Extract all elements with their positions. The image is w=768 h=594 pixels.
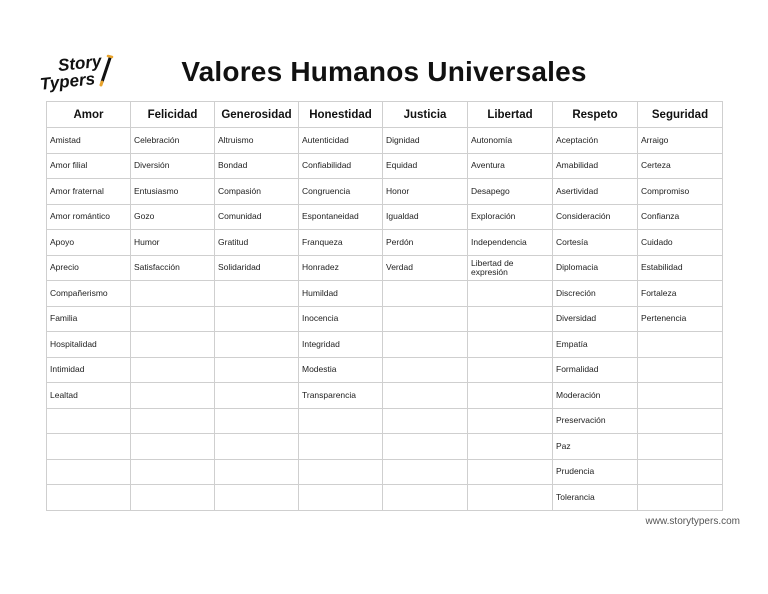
table-cell <box>299 459 383 485</box>
table-cell <box>131 434 215 460</box>
table-cell: Verdad <box>383 255 468 281</box>
table-cell: Autonomía <box>468 128 553 154</box>
column-header: Libertad <box>468 102 553 128</box>
table-cell: Cuidado <box>638 230 723 256</box>
table-cell: Discreción <box>553 281 638 307</box>
table-cell: Asertividad <box>553 179 638 205</box>
table-cell <box>215 332 299 358</box>
table-cell: Celebración <box>131 128 215 154</box>
table-cell <box>468 383 553 409</box>
table-cell: Franqueza <box>299 230 383 256</box>
table-cell <box>131 357 215 383</box>
table-cell: Humildad <box>299 281 383 307</box>
table-cell: Satisfacción <box>131 255 215 281</box>
table-cell <box>47 459 131 485</box>
column-header: Amor <box>47 102 131 128</box>
table-row <box>47 485 723 511</box>
table-cell <box>383 434 468 460</box>
table-cell: Prudencia <box>553 459 638 485</box>
table-cell: Compromiso <box>638 179 723 205</box>
table-cell: Consideración <box>553 204 638 230</box>
table-row <box>47 153 723 179</box>
table-cell: Dignidad <box>383 128 468 154</box>
table-cell: Amor romántico <box>47 204 131 230</box>
table-cell <box>215 459 299 485</box>
table-cell <box>468 281 553 307</box>
table-cell <box>131 383 215 409</box>
table-cell <box>468 306 553 332</box>
table-cell <box>638 408 723 434</box>
table-row <box>47 383 723 409</box>
table-cell: Humor <box>131 230 215 256</box>
table-cell <box>215 357 299 383</box>
table-cell <box>215 434 299 460</box>
table-cell <box>215 485 299 511</box>
table-cell: Espontaneidad <box>299 204 383 230</box>
table-row <box>47 255 723 281</box>
table-cell: Desapego <box>468 179 553 205</box>
table-row <box>47 434 723 460</box>
logo-line2: Typers <box>39 69 96 94</box>
table-cell <box>131 332 215 358</box>
table-cell: Independencia <box>468 230 553 256</box>
table-cell <box>299 434 383 460</box>
table-cell: Hospitalidad <box>47 332 131 358</box>
table-cell: Empatía <box>553 332 638 358</box>
table-cell <box>468 408 553 434</box>
table-cell <box>383 281 468 307</box>
table-cell: Modestia <box>299 357 383 383</box>
table-cell <box>383 332 468 358</box>
table-cell: Preservación <box>553 408 638 434</box>
table-cell: Cortesía <box>553 230 638 256</box>
table-cell: Equidad <box>383 153 468 179</box>
table-cell <box>638 459 723 485</box>
table-cell: Comunidad <box>215 204 299 230</box>
column-header: Respeto <box>553 102 638 128</box>
table-row <box>47 281 723 307</box>
table-cell <box>131 281 215 307</box>
table-header-row <box>47 102 723 128</box>
table-cell: Amistad <box>47 128 131 154</box>
table-cell <box>383 383 468 409</box>
table-row <box>47 357 723 383</box>
table-cell: Gozo <box>131 204 215 230</box>
table-cell: Entusiasmo <box>131 179 215 205</box>
column-header: Generosidad <box>215 102 299 128</box>
table-cell: Altruismo <box>215 128 299 154</box>
table-cell <box>131 459 215 485</box>
page-title: Valores Humanos Universales <box>181 56 587 87</box>
table-cell: Fortaleza <box>638 281 723 307</box>
table-row <box>47 128 723 154</box>
table-cell <box>299 408 383 434</box>
table-cell <box>131 408 215 434</box>
table-cell: Solidaridad <box>215 255 299 281</box>
table-cell: Compasión <box>215 179 299 205</box>
table-cell: Certeza <box>638 153 723 179</box>
table-cell: Formalidad <box>553 357 638 383</box>
table-cell <box>383 408 468 434</box>
table-cell <box>47 434 131 460</box>
table-cell: Exploración <box>468 204 553 230</box>
website-url: www.storytypers.com <box>645 516 740 527</box>
table-row <box>47 459 723 485</box>
table-cell: Lealtad <box>47 383 131 409</box>
values-table <box>46 101 723 511</box>
table-cell <box>131 306 215 332</box>
table-cell <box>638 357 723 383</box>
table-cell: Pertenencia <box>638 306 723 332</box>
table-cell <box>131 485 215 511</box>
column-header: Justicia <box>383 102 468 128</box>
table-cell <box>468 332 553 358</box>
table-cell <box>638 383 723 409</box>
table-cell: Igualdad <box>383 204 468 230</box>
table-cell <box>468 459 553 485</box>
table-cell: Apoyo <box>47 230 131 256</box>
table-row <box>47 230 723 256</box>
table-cell: Amor filial <box>47 153 131 179</box>
table-cell <box>638 332 723 358</box>
table-cell <box>383 459 468 485</box>
column-header: Felicidad <box>131 102 215 128</box>
table-row <box>47 179 723 205</box>
table-cell: Confiabilidad <box>299 153 383 179</box>
table-cell: Aventura <box>468 153 553 179</box>
table-cell: Bondad <box>215 153 299 179</box>
table-cell: Intimidad <box>47 357 131 383</box>
column-header: Honestidad <box>299 102 383 128</box>
table-cell: Integridad <box>299 332 383 358</box>
table-cell: Diversidad <box>553 306 638 332</box>
table-cell <box>47 408 131 434</box>
table-cell: Familia <box>47 306 131 332</box>
table-cell <box>215 383 299 409</box>
table-row <box>47 306 723 332</box>
table-cell <box>468 485 553 511</box>
table-cell: Aprecio <box>47 255 131 281</box>
table-cell: Tolerancia <box>553 485 638 511</box>
table-cell: Honor <box>383 179 468 205</box>
table-cell <box>215 408 299 434</box>
table-cell: Estabilidad <box>638 255 723 281</box>
table-row <box>47 408 723 434</box>
table-cell: Libertad de expresión <box>468 255 553 281</box>
table-cell: Amabilidad <box>553 153 638 179</box>
table-cell <box>215 306 299 332</box>
table-cell: Autenticidad <box>299 128 383 154</box>
table-cell <box>468 434 553 460</box>
table-cell: Confianza <box>638 204 723 230</box>
table-cell: Inocencia <box>299 306 383 332</box>
table-cell: Gratitud <box>215 230 299 256</box>
table-cell <box>638 434 723 460</box>
table-cell <box>383 485 468 511</box>
table-cell: Compañerismo <box>47 281 131 307</box>
table-cell: Diplomacia <box>553 255 638 281</box>
table-cell <box>47 485 131 511</box>
table-cell <box>215 281 299 307</box>
table-cell <box>383 306 468 332</box>
table-cell: Perdón <box>383 230 468 256</box>
table-cell <box>383 357 468 383</box>
table-cell: Moderación <box>553 383 638 409</box>
table-row <box>47 332 723 358</box>
table-cell: Arraigo <box>638 128 723 154</box>
logo-line1: Story <box>57 52 103 76</box>
table-cell: Diversión <box>131 153 215 179</box>
column-header: Seguridad <box>638 102 723 128</box>
table-cell: Congruencia <box>299 179 383 205</box>
table-cell: Amor fraternal <box>47 179 131 205</box>
table-cell: Aceptación <box>553 128 638 154</box>
table-cell: Paz <box>553 434 638 460</box>
table-cell <box>638 485 723 511</box>
table-cell <box>468 357 553 383</box>
table-cell <box>299 485 383 511</box>
table-row <box>47 204 723 230</box>
table-cell: Transparencia <box>299 383 383 409</box>
table-cell: Honradez <box>299 255 383 281</box>
